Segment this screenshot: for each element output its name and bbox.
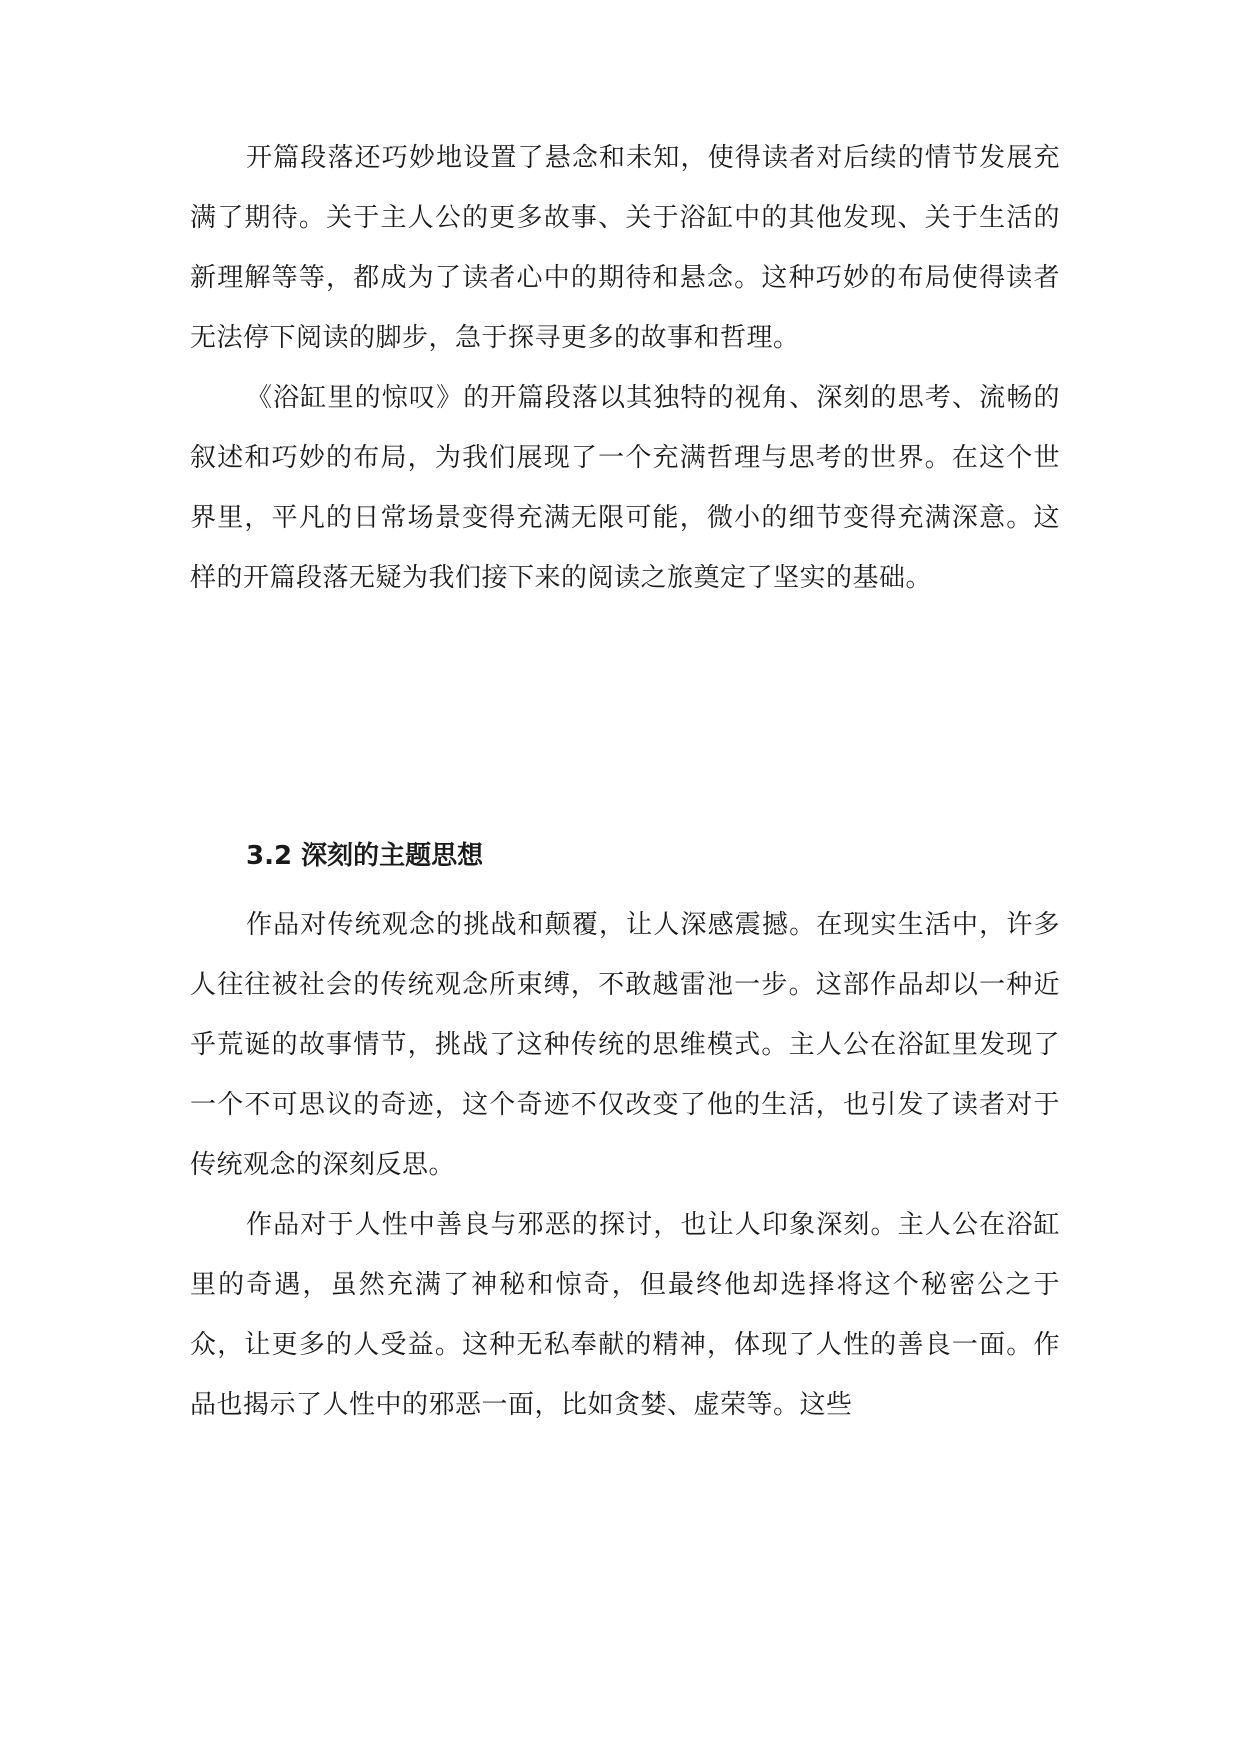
paragraph-suspense: 开篇段落还巧妙地设置了悬念和未知，使得读者对后续的情节发展充满了期待。关于主人公的更多故事、关于浴缸中的其他发现、关于生活的新理解等等，都成为了读者心中的期待和悬念。这种巧妙的布局使得读者无法停下阅读的脚步，急于探寻更多的故事和哲理。 (190, 143, 1060, 353)
paragraph-opening-summary: 《浴缸里的惊叹》的开篇段落以其独特的视角、深刻的思考、流畅的叙述和巧妙的布局，为我们展现了一个充满哲理与思考的世界。在这个世界里，平凡的日常场景变得充满无限可能，微小的细节变得充满深意。这样的开篇段落无疑为我们接下来的阅读之旅奠定了坚实的基础。 (190, 383, 1060, 593)
paragraph-group-bottom (190, 895, 1060, 1435)
section-heading: 3.2 深刻的主题思想 (246, 841, 484, 871)
paragraph-group-top (190, 128, 1060, 608)
paragraph-tradition-challenge: 作品对传统观念的挑战和颠覆，让人深感震撼。在现实生活中，许多人往往被社会的传统观念所束缚，不敢越雷池一步。这部作品却以一种近乎荒诞的故事情节，挑战了这种传统的思维模式。主人公在浴缸里发现了一个不可思议的奇迹，这个奇迹不仅改变了他的生活，也引发了读者对于传统观念的深刻反思。 (190, 910, 1060, 1180)
paragraph-human-nature: 作品对于人性中善良与邪恶的探讨，也让人印象深刻。主人公在浴缸里的奇遇，虽然充满了神秘和惊奇，但最终他却选择将这个秘密公之于众，让更多的人受益。这种无私奉献的精神，体现了人性的善良一面。作品也揭示了人性中的邪恶一面，比如贪婪、虚荣等。这些 (190, 1210, 1060, 1420)
